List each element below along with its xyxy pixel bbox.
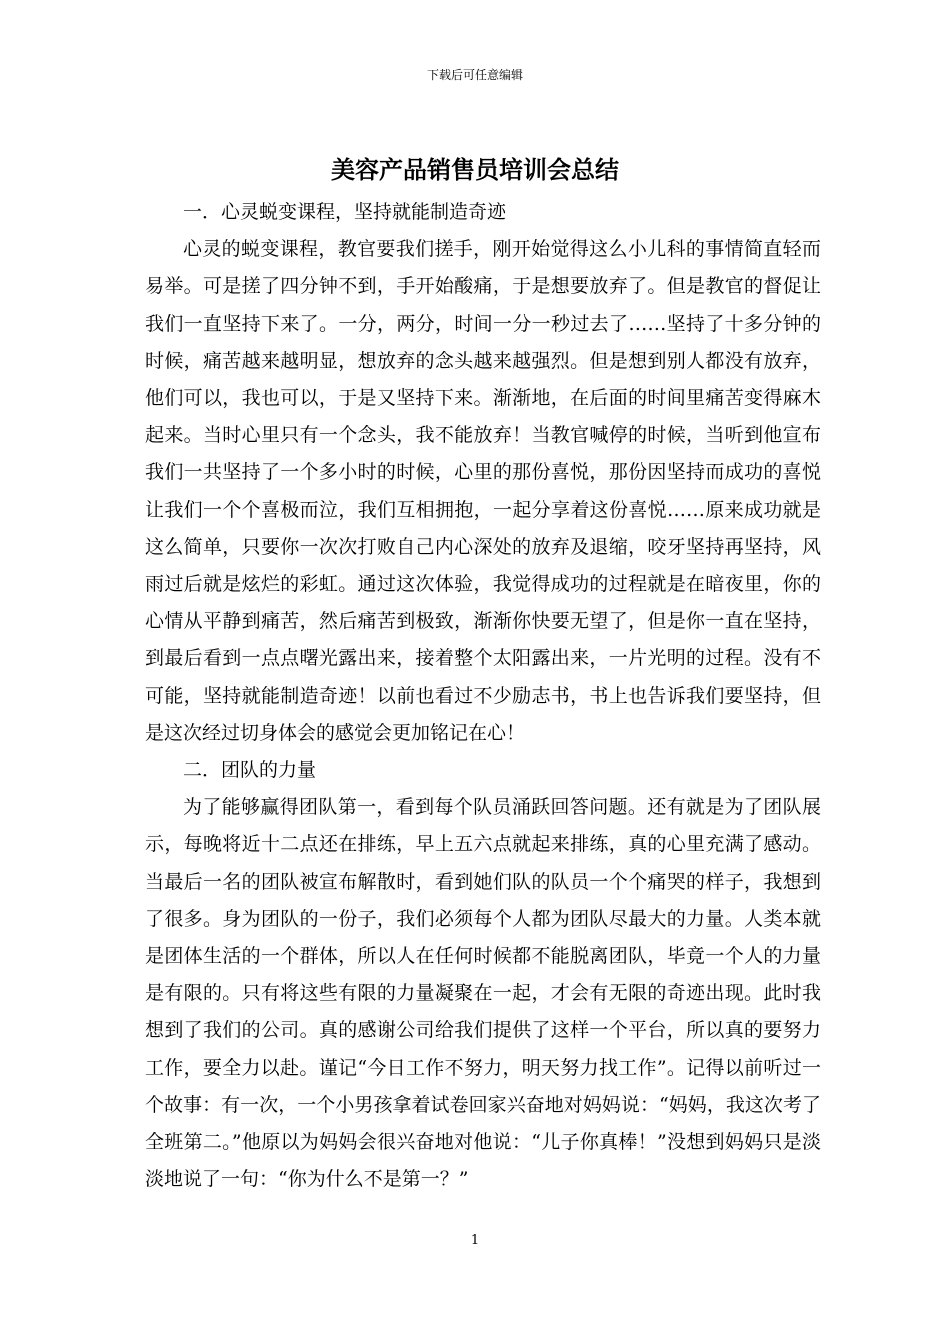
document-body: [145, 194, 821, 1198]
section-paragraph-1: 心灵的蜕变课程，教官要我们搓手，刚开始觉得这么小儿科的事情简直轻而易举。可是搓了四分钟不到，手开始酸痛，于是想要放弃了。但是教官的督促让我们一直坚持下来了。一分，两分，时间一分一秒过去了……坚持了十多分钟的时候，痛苦越来越明显，想放弃的念头越来越强烈。但是想到别人都没有放弃，他们可以，我也可以，于是又坚持下来。渐渐地，在后面的时间里痛苦变得麻木起来。当时心里只有一个念头，我不能放弃！当教官喊停的时候，当听到他宣布我们一共坚持了一个多小时的时候，心里的那份喜悦，那份因坚持而成功的喜悦让我们一个个喜极而泣，我们互相拥抱，一起分享着这份喜悦……原来成功就是这么简单，只要你一次次打败自己内心深处的放弃及退缩，咬牙坚持再坚持，风雨过后就是炫烂的彩虹。通过这次体验，我觉得成功的过程就是在暗夜里，你的心情从平静到痛苦，然后痛苦到极致，渐渐你快要无望了，但是你一直在坚持，到最后看到一点点曙光露出来，接着整个太阳露出来，一片光明的过程。没有不可能，坚持就能制造奇迹！以前也看过不少励志书，书上也告诉我们要坚持，但是这次经过切身体会的感觉会更加铭记在心！: [145, 238, 821, 744]
section-paragraph-2: 为了能够赢得团队第一，看到每个队员涌跃回答问题。还有就是为了团队展示，每晚将近十二点还在排练，早上五六点就起来排练，真的心里充满了感动。当最后一名的团队被宣布解散时，看到她们队的队员一个个痛哭的样子，我想到了很多。身为团队的一份子，我们必须每个人都为团队尽最大的力量。人类本就是团体生活的一个群体，所以人在任何时候都不能脱离团队，毕竟一个人的力量是有限的。只有将这些有限的力量凝聚在一起，才会有无限的奇迹出现。此时我想到了我们的公司。真的感谢公司给我们提供了这样一个平台，所以真的要努力工作，要全力以赴。谨记“今日工作不努力，明天努力找工作”。记得以前听过一个故事：有一次，一个小男孩拿着试卷回家兴奋地对妈妈说：“妈妈，我这次考了全班第二。”他原以为妈妈会很兴奋地对他说：“儿子你真棒！”没想到妈妈只是淡淡地说了一句：“你为什么不是第一？”: [145, 796, 821, 1191]
page-header: 下载后可任意编辑: [426, 68, 523, 82]
section-heading-1: 一．心灵蜕变课程，坚持就能制造奇迹: [183, 201, 507, 223]
page-number: 1: [470, 1233, 480, 1248]
document-title: 美容产品销售员培训会总结: [331, 155, 619, 184]
section-heading-2: 二．团队的力量: [183, 759, 317, 782]
